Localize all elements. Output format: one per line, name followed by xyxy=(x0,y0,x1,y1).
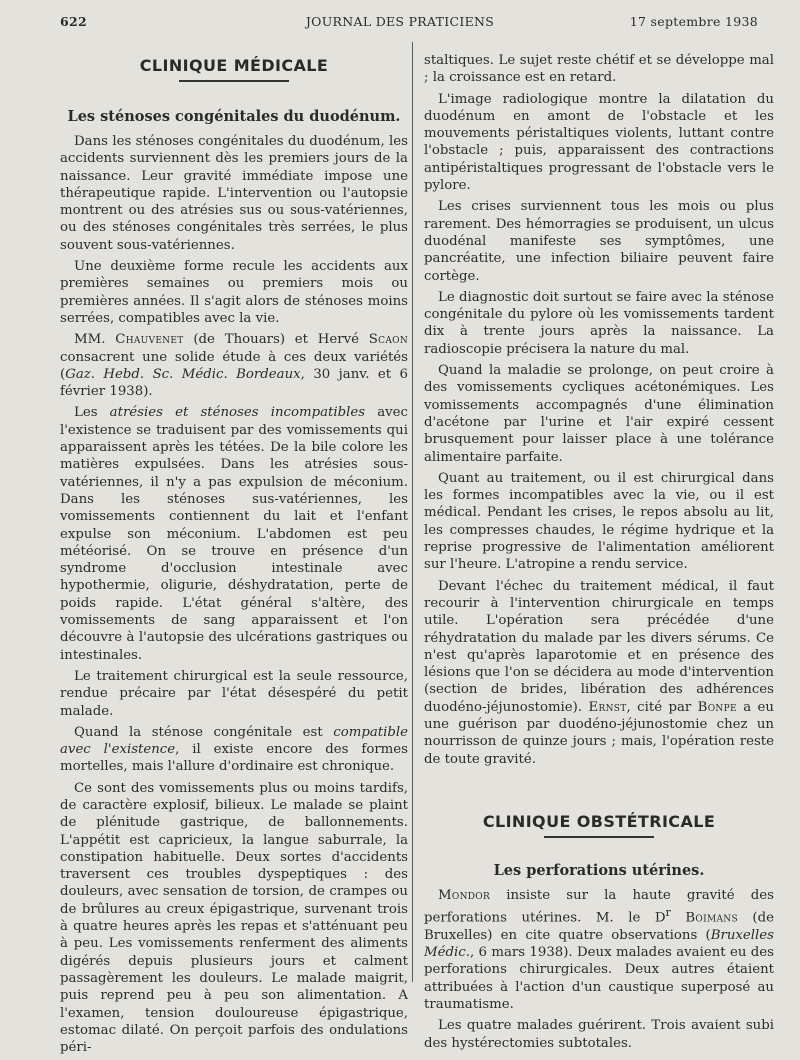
citation: Bruxelles Médic. xyxy=(424,927,774,961)
left-column xyxy=(60,52,408,1060)
section-rule xyxy=(179,80,289,82)
author-name: Chauvenet xyxy=(115,332,184,348)
paragraph: L'image radiologique montre la dilatation du duodénum en amont de l'obstacle et les mouvements péristaltiques violents, luttant contre l'obstacle ; puis, apparaissent des contractions antipéristaltiques progressant de l'obstacle vers le pylore. xyxy=(424,91,774,194)
emphasis: atrésies et sténoses incompatibles xyxy=(109,405,366,421)
article-title-stenoses: Les sténoses congénitales du duodénum. xyxy=(67,108,401,125)
paragraph: Les crises surviennent tous les mois ou plus rarement. Des hémorragies se produisent, un ulcus duodénal manifeste ses symptômes, une pancréatite, une infection biliaire peuvent faire cortège. xyxy=(424,199,774,284)
paragraph: Devant l'échec du traitement médical, il faut recourir à l'intervention chirurgicale en temps utile. L'opération sera précédée d'une réhydratation du malade par les divers sérums. Ce n'est qu'après laparotomie et en présence des lésions que l'on se décidera au mode d'intervention (section de brides, libération des adhérences duodéno-jéjunostomie). Ernst, cité par Bonpe a eu une guérison par duodéno-jéjunostomie chez un nourrisson de quinze jours ; mais, l'opération reste de toute gravité. xyxy=(424,578,774,767)
citation: Gaz. Hebd. Sc. Médic. Bordeaux xyxy=(65,366,301,382)
author-name: Scaon xyxy=(368,332,409,348)
page-number: 622 xyxy=(60,14,87,29)
author-name: Ernst xyxy=(588,699,627,715)
section-gap xyxy=(424,772,774,812)
paragraph: Les quatre malades guérirent. Trois avaient subi des hystérectomies subtotales. xyxy=(424,1018,774,1051)
paragraph: Dans les sténoses congénitales du duodénum, les accidents surviennent dès les premiers jours de la naissance. Leur gravité immédiate impose une thérapeutique rapide. L'intervention ou l'autopsie montrent ou des atrésies sus ou sous-vatériennes, ou des sténoses congénitales très serrées, le plus souvent sous-vatériennes. xyxy=(60,134,408,253)
paragraph: Une deuxième forme recule les accidents aux premières semaines ou premiers mois ou premières années. Il s'agit alors de sténoses moins serrées, compatibles avec la vie. xyxy=(60,259,408,326)
right-column xyxy=(424,52,774,1056)
paragraph: Mondor insiste sur la haute gravité des perforations utérines. M. le $D^r$ Boimans (de Bruxelles) en cite quatre observations (Bruxelles Médic., 6 mars 1938). Deux malades avaient eu des perforations chirurgicales. Deux autres étaient attribuées à l'action d'un caustique superposé au traumatisme. xyxy=(424,887,774,1013)
paragraph: Ce sont des vomissements plus ou moins tardifs, de caractère explosif, bilieux. Le malade se plaint de plénitude gastrique, de ballonnements. L'appétit est capricieux, la langue saburrale, la constipation habituelle. Deux sortes d'accidents traversent ces troubles dyspeptiques : des douleurs, avec sensation de torsion, de crampes ou de brûlures au creux épigastrique, survenant trois à quatre heures après les repas et s'atténuant peu à peu. Les vomissements renferment des aliments digérés depuis plusieurs jours et calment passagèrement les douleurs. Le malade maigrit, puis reprend peu à peu son alimentation. A l'examen, tension douloureuse épigastrique, estomac dilaté. On perçoit parfois des ondulations péri- xyxy=(60,780,408,1056)
section-title-obstetricale: CLINIQUE OBSTÉTRICALE xyxy=(482,811,716,831)
paragraph: Quand la maladie se prolonge, on peut croire à des vomissements cycliques acétonémiques. Les vomissements accompagnés d'une élimination d'acétone par l'urine et l'air expiré cessent brusquement pour laisser place à une tolérance alimentaire parfaite. xyxy=(424,363,774,465)
article-title-perforations: Les perforations utérines. xyxy=(493,861,705,879)
paragraph: Quant au traitement, ou il est chirurgical dans les formes incompatibles avec la vie, ou il est médical. Pendant les crises, le repos absolu au lit, les compresses chaudes, le régime hydrique et la reprise progressive de l'alimentation améliorent sur l'heure. L'atropine a rendu service. xyxy=(424,470,774,573)
paragraph: Le traitement chirurgical est la seule ressource, rendue précaire par l'état désespéré du petit malade. xyxy=(60,668,408,719)
paragraph: Quand la sténose congénitale est compatible avec l'existence, il existe encore des formes mortelles, mais l'allure d'ordinaire est chronique. xyxy=(60,724,408,775)
section-title-medicale: CLINIQUE MÉDICALE xyxy=(139,56,329,75)
paragraph: Les atrésies et sténoses incompatibles avec l'existence se traduisent par des vomissements qui apparaissent après les tétées. De la bile colore les matières expulsées. Dans les atrésies sous-vatériennes, il n'y a pas expulsion de méconium. Dans les sténoses sus-vatériennes, les vomissements contiennent du lait et l'enfant expulse son méconium. L'abdomen est peu météorisé. On se trouve en présence d'un syndrome d'occlusion intestinale avec hypothermie, oligurie, déshydratation, perte de poids rapide. L'état général s'altère, des vomissements de sang apparaissent et l'on découvre à l'autopsie des ulcérations gastriques ou intestinales. xyxy=(60,405,408,663)
paragraph: MM. Chauvenet (de Thouars) et Hervé Scaon consacrent une solide étude à ces deux variétés (Gaz. Hebd. Sc. Médic. Bordeaux, 30 janv. et 6 février 1938). xyxy=(60,332,409,400)
running-header xyxy=(0,14,800,36)
paragraph-continued: staltiques. Le sujet reste chétif et se développe mal ; la croissance est en retard. xyxy=(424,53,774,86)
author-name: Mondor xyxy=(438,887,491,903)
emphasis: compatible avec l'existence xyxy=(60,724,408,758)
author-name: Boimans xyxy=(685,910,738,926)
journal-title: JOURNAL DES PRATICIENS xyxy=(305,14,495,29)
column-divider xyxy=(412,42,413,982)
issue-date: 17 septembre 1938 xyxy=(629,14,758,29)
author-name: Bonpe xyxy=(697,699,737,715)
section-rule xyxy=(544,836,654,838)
paragraph: Le diagnostic doit surtout se faire avec la sténose congénitale du pylore où les vomissements tardent dix à trente jours après la naissance. La radioscopie précisera la nature du mal. xyxy=(424,289,774,357)
